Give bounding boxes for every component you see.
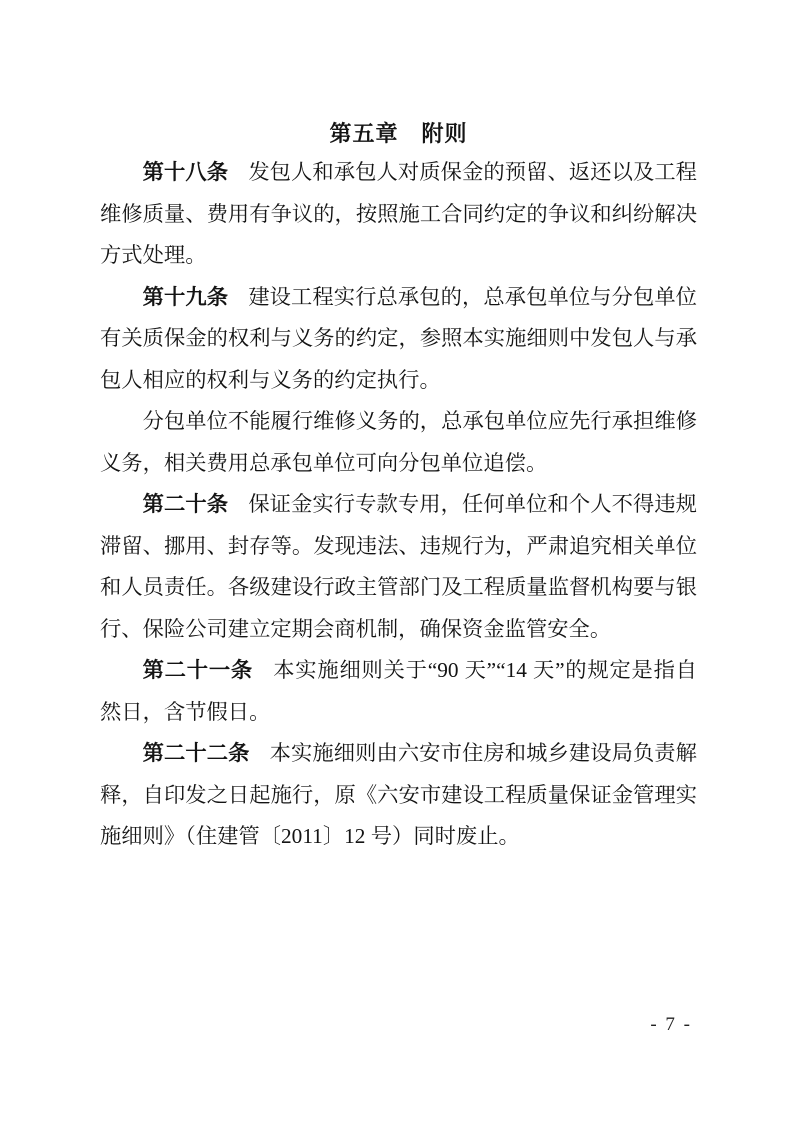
article-19-number: 第十九条 <box>142 284 229 309</box>
paragraph-article-21 <box>100 650 697 733</box>
article-21-number: 第二十一条 <box>142 658 253 682</box>
paragraph-article-20 <box>100 484 697 650</box>
article-18-text: 发包人和承包人对质保金的预留、返还以及工程维修质量、费用有争议的，按照施工合同约定的争议和纠纷解决方式处理。 <box>100 160 697 267</box>
article-20-text: 保证金实行专款专用，任何单位和个人不得违规滞留、挪用、封存等。发现违法、违规行为，严肃追究相关单位和人员责任。各级建设行政主管部门及工程质量监督机构要与银行、保险公司建立定期会商机制，确保资金监管安全。 <box>100 492 697 641</box>
article-22-text: 本实施细则由六安市住房和城乡建设局负责解释，自印发之日起施行，原《六安市建设工程质量保证金管理实施细则》（住建管〔2011〕12 号）同时废止。 <box>100 741 697 848</box>
page-number: - 7 - <box>650 1014 692 1035</box>
chapter-title: 第五章 附则 <box>329 121 468 146</box>
article-18-number: 第十八条 <box>142 160 229 184</box>
article-20-number: 第二十条 <box>142 492 229 516</box>
paragraph-article-18 <box>100 152 697 277</box>
article-22-number: 第二十二条 <box>142 741 250 765</box>
paragraph-article-22 <box>100 733 697 858</box>
paragraph-article-19 <box>100 277 697 402</box>
article-19-sub-text: 分包单位不能履行维修义务的，总承包单位应先行承担维修义务，相关费用总承包单位可向分包单位追偿。 <box>100 409 697 475</box>
article-19-text: 建设工程实行总承包的，总承包单位与分包单位有关质保金的权利与义务的约定，参照本实施细则中发包人与承包人相应的权利与义务的约定执行。 <box>100 284 697 392</box>
article-21-text: 本实施细则关于“90 天”“14 天”的规定是指自然日，含节假日。 <box>100 658 697 724</box>
paragraph-article-19-sub <box>100 401 697 484</box>
